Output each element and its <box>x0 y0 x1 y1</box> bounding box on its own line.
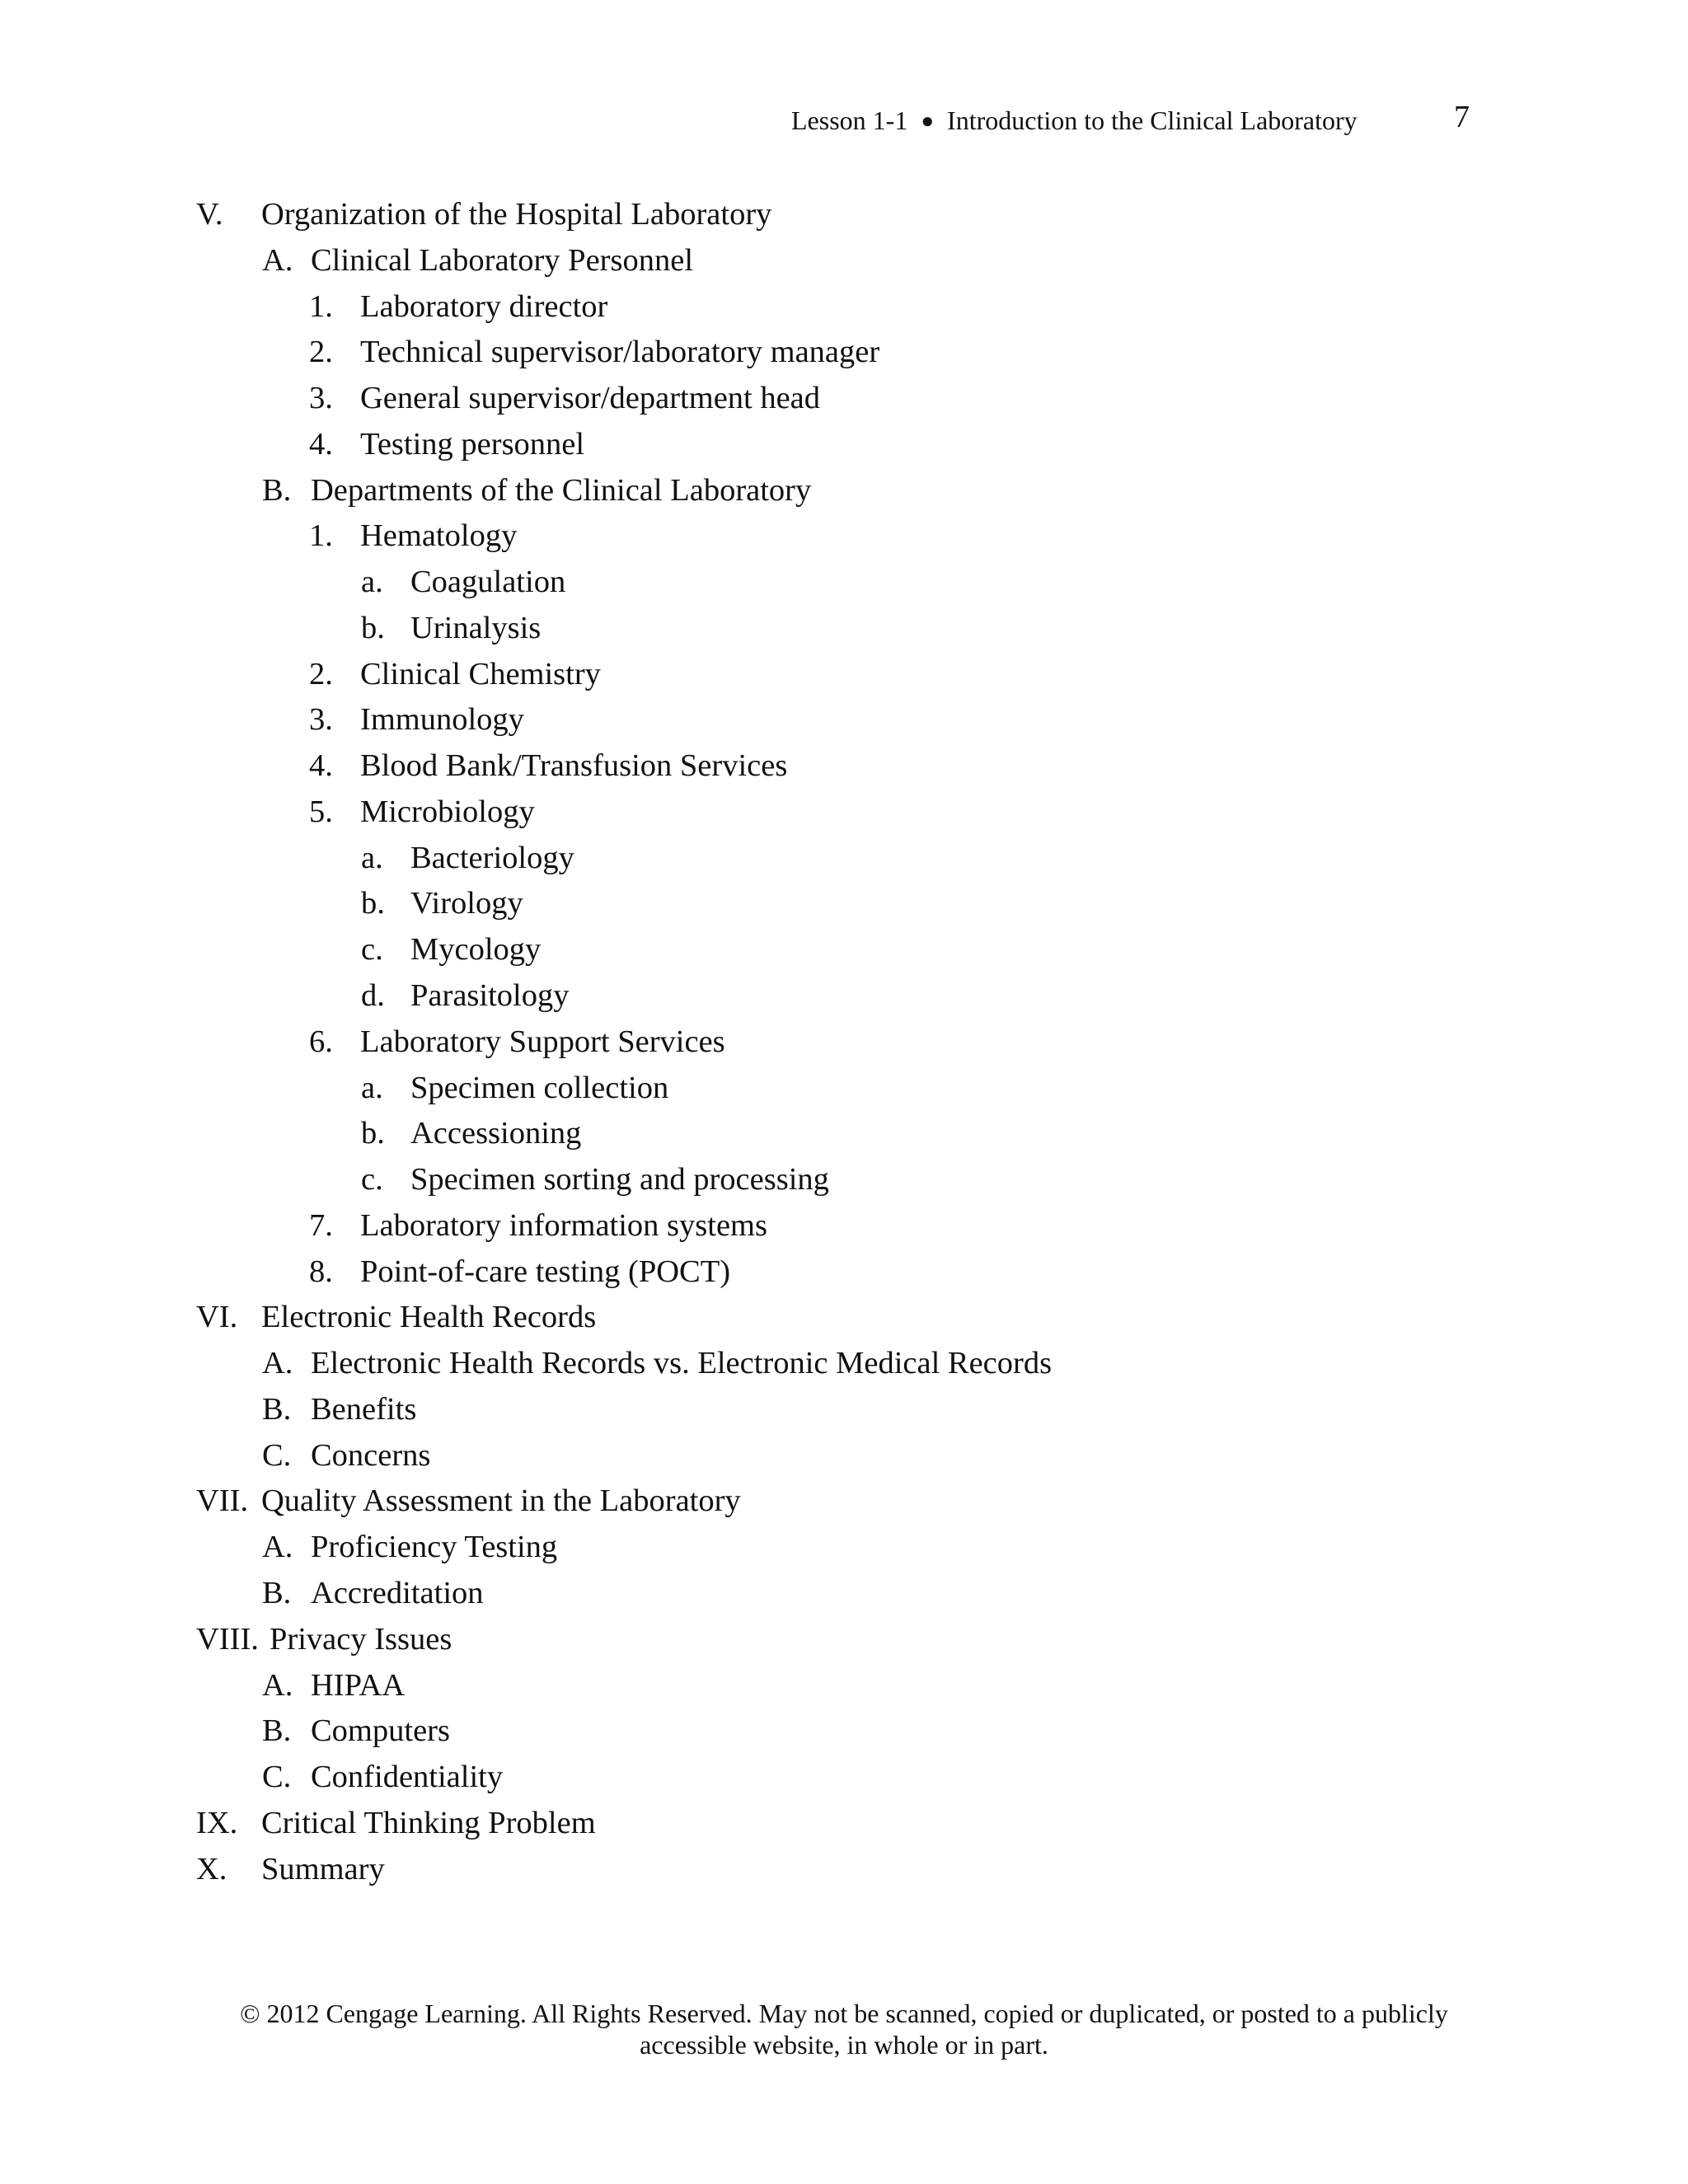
outline-text: Laboratory Support Services <box>360 1024 725 1059</box>
outline-item <box>0 973 1688 1019</box>
lesson-label: Lesson 1-1 <box>791 105 908 135</box>
outline-marker: VII. <box>196 1483 249 1519</box>
outline-marker: C. <box>262 1437 292 1473</box>
outline-marker: A. <box>262 1667 293 1703</box>
outline-marker: A. <box>262 1346 293 1381</box>
copyright-footer <box>0 1998 1688 2060</box>
outline-marker: X. <box>196 1851 227 1886</box>
outline-text: Blood Bank/Transfusion Services <box>360 748 788 784</box>
outline-marker: 3. <box>309 702 333 738</box>
page-number: 7 <box>1454 100 1470 134</box>
outline-text: Confidentiality <box>311 1760 504 1795</box>
outline-text: Specimen collection <box>410 1070 669 1105</box>
outline-text: Accreditation <box>311 1575 484 1610</box>
outline-marker: 2. <box>309 335 333 370</box>
outline-text: HIPAA <box>311 1667 406 1703</box>
outline-text: Quality Assessment in the Laboratory <box>261 1483 741 1519</box>
outline-item <box>0 422 1688 468</box>
outline-marker: 4. <box>309 748 333 784</box>
outline-item <box>0 697 1688 743</box>
outline-item <box>0 1571 1688 1617</box>
outline-item <box>0 1019 1688 1066</box>
outline-item <box>0 1249 1688 1296</box>
outline-item <box>0 927 1688 973</box>
outline-item <box>0 881 1688 927</box>
outline-marker: 2. <box>309 656 333 691</box>
outline-item <box>0 743 1688 790</box>
outline-text: Organization of the Hospital Laboratory <box>261 197 772 232</box>
outline-item <box>0 606 1688 652</box>
outline-item <box>0 1708 1688 1755</box>
outline-marker: VIII. <box>196 1621 259 1657</box>
outline-item <box>0 836 1688 882</box>
chapter-title: Introduction to the Clinical Laboratory <box>947 105 1357 135</box>
outline-text: Privacy Issues <box>270 1621 452 1657</box>
outline-text: Coagulation <box>410 565 566 600</box>
outline-text: Computers <box>311 1713 450 1749</box>
bullet-separator: ● <box>921 109 935 133</box>
outline-marker: VI. <box>196 1300 238 1335</box>
outline-marker: 7. <box>309 1207 333 1243</box>
outline-item <box>0 1066 1688 1112</box>
outline-marker: 8. <box>309 1254 333 1289</box>
copyright-line-1: © 2012 Cengage Learning. All Rights Reserved. May not be scanned, copied or duplicated, or posted to a publicly <box>240 1999 1448 2028</box>
outline-text: Departments of the Clinical Laboratory <box>311 472 812 508</box>
outline-marker: a. <box>361 1070 383 1105</box>
outline-text: Urinalysis <box>410 610 542 645</box>
outline-marker: b. <box>361 1116 385 1151</box>
outline-item <box>0 1525 1688 1571</box>
outline-text: Testing personnel <box>360 426 585 462</box>
outline-text: Concerns <box>311 1437 431 1473</box>
outline-item <box>0 468 1688 514</box>
outline-text: Technical supervisor/laboratory manager <box>360 335 880 370</box>
outline-text: General supervisor/department head <box>360 381 821 416</box>
outline-marker: B. <box>262 472 292 508</box>
outline-text: Electronic Health Records <box>261 1300 597 1335</box>
outline-item <box>0 330 1688 376</box>
outline-text: Parasitology <box>410 978 570 1014</box>
outline-item <box>0 1801 1688 1847</box>
outline-item <box>0 1847 1688 1893</box>
outline-marker: B. <box>262 1391 292 1427</box>
outline-text: Point-of-care testing (POCT) <box>360 1254 731 1289</box>
outline-item <box>0 1663 1688 1709</box>
outline-text: Mycology <box>410 932 542 968</box>
outline-text: Clinical Chemistry <box>360 656 601 691</box>
running-header <box>791 102 1385 139</box>
outline-marker: C. <box>262 1760 292 1795</box>
outline-marker: A. <box>262 242 293 278</box>
outline-marker: c. <box>361 1162 383 1197</box>
outline-marker: IX. <box>196 1805 238 1840</box>
outline-text: Benefits <box>311 1391 417 1427</box>
outline-marker: a. <box>361 565 383 600</box>
outline-marker: c. <box>361 932 383 968</box>
outline-item <box>0 1157 1688 1203</box>
outline-item <box>0 652 1688 698</box>
outline-marker: 5. <box>309 794 333 829</box>
outline-item <box>0 790 1688 836</box>
outline-marker: B. <box>262 1575 292 1610</box>
outline-marker: 1. <box>309 288 333 324</box>
outline-item <box>0 1617 1688 1663</box>
outline-text: Proficiency Testing <box>311 1530 558 1565</box>
outline-marker: 1. <box>309 518 333 554</box>
outline-text: Accessioning <box>410 1116 582 1151</box>
outline-text: Clinical Laboratory Personnel <box>311 242 694 278</box>
outline-item <box>0 1341 1688 1387</box>
outline-marker: 6. <box>309 1024 333 1059</box>
outline-text: Bacteriology <box>410 840 574 875</box>
outline-item <box>0 560 1688 606</box>
outline-item <box>0 1433 1688 1479</box>
outline-text: Electronic Health Records vs. Electronic Medical Records <box>311 1346 1053 1381</box>
outline-text: Immunology <box>360 702 524 738</box>
outline-marker: A. <box>262 1530 293 1565</box>
outline-marker: 4. <box>309 426 333 462</box>
outline-marker: 3. <box>309 381 333 416</box>
outline-text: Microbiology <box>360 794 535 829</box>
outline-item <box>0 376 1688 422</box>
outline-marker: B. <box>262 1713 292 1749</box>
outline-item <box>0 238 1688 284</box>
outline-marker: d. <box>361 978 385 1014</box>
outline-item <box>0 1387 1688 1433</box>
outline-item <box>0 1479 1688 1525</box>
outline-item <box>0 1755 1688 1801</box>
outline-text: Specimen sorting and processing <box>410 1162 829 1197</box>
outline-text: Hematology <box>360 518 518 554</box>
copyright-line-2: accessible website, in whole or in part. <box>640 2030 1048 2060</box>
outline-item <box>0 284 1688 330</box>
outline-text: Critical Thinking Problem <box>261 1805 596 1840</box>
outline-item <box>0 513 1688 560</box>
outline-item <box>0 1111 1688 1157</box>
outline-item <box>0 1295 1688 1341</box>
outline-text: Laboratory information systems <box>360 1207 767 1243</box>
outline-marker: a. <box>361 840 383 875</box>
outline-marker: b. <box>361 610 385 645</box>
outline-marker: b. <box>361 886 385 921</box>
outline-text: Summary <box>261 1851 385 1886</box>
outline-text: Laboratory director <box>360 288 608 324</box>
outline-marker: V. <box>196 197 223 232</box>
outline-item <box>0 1203 1688 1249</box>
outline-text: Virology <box>410 886 523 921</box>
lesson-outline <box>0 192 1688 1892</box>
outline-item <box>0 192 1688 238</box>
